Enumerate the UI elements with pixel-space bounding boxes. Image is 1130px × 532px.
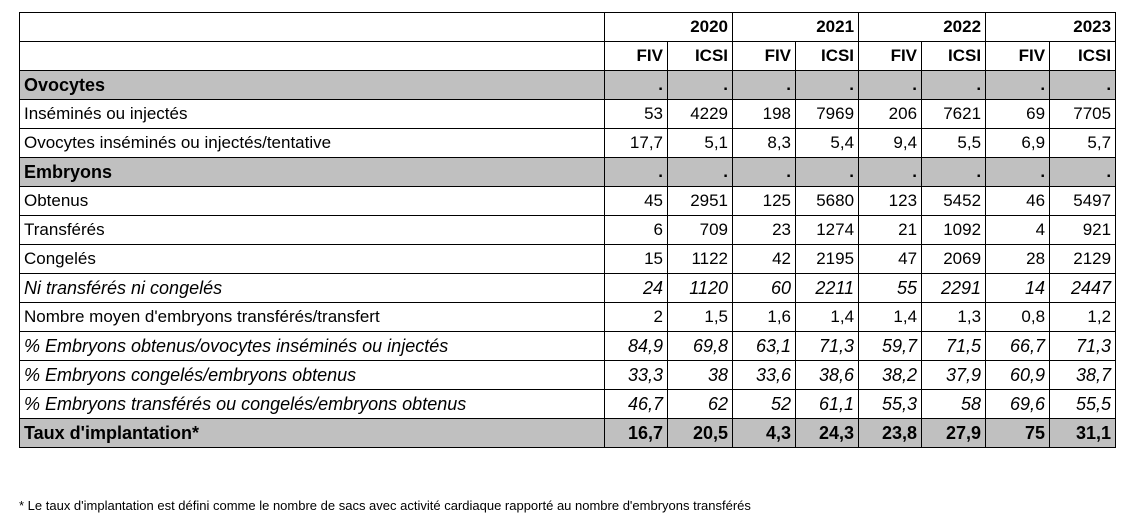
table-cell: 21 — [859, 216, 922, 245]
table-cell: 2 — [605, 303, 668, 332]
method-header: ICSI — [668, 42, 733, 71]
method-header: ICSI — [922, 42, 986, 71]
table-cell: 24,3 — [796, 419, 859, 448]
table-cell: . — [668, 71, 733, 100]
total-row — [20, 419, 1116, 448]
year-header: 2020 — [605, 13, 733, 42]
table-cell: 14 — [986, 274, 1050, 303]
table-cell: 2129 — [1050, 245, 1116, 274]
table-cell: 63,1 — [733, 332, 796, 361]
table-cell: . — [1050, 71, 1116, 100]
table-cell: 59,7 — [859, 332, 922, 361]
table-cell: 709 — [668, 216, 733, 245]
table-cell: 28 — [986, 245, 1050, 274]
table-cell: 47 — [859, 245, 922, 274]
table-cell: 24 — [605, 274, 668, 303]
table-row — [20, 390, 1116, 419]
table-cell: 5,1 — [668, 129, 733, 158]
table-cell: 33,6 — [733, 361, 796, 390]
table-cell: 1,4 — [859, 303, 922, 332]
table-cell: 60 — [733, 274, 796, 303]
table-cell: . — [796, 158, 859, 187]
table-cell: 45 — [605, 187, 668, 216]
table-cell: 71,3 — [1050, 332, 1116, 361]
table-cell: 62 — [668, 390, 733, 419]
table-cell: 42 — [733, 245, 796, 274]
method-header: FIV — [859, 42, 922, 71]
table-cell: 71,3 — [796, 332, 859, 361]
row-label: % Embryons congelés/embryons obtenus — [20, 361, 605, 390]
table-cell: 1122 — [668, 245, 733, 274]
table-cell: 61,1 — [796, 390, 859, 419]
table-cell: 1120 — [668, 274, 733, 303]
method-header: FIV — [986, 42, 1050, 71]
table-cell: 125 — [733, 187, 796, 216]
table-cell: 55,3 — [859, 390, 922, 419]
row-label: Ovocytes — [20, 71, 605, 100]
table-cell: 53 — [605, 100, 668, 129]
table-cell: 2211 — [796, 274, 859, 303]
table-cell: 84,9 — [605, 332, 668, 361]
table-row — [20, 245, 1116, 274]
table-row — [20, 303, 1116, 332]
table-row — [20, 361, 1116, 390]
row-label: Ni transférés ni congelés — [20, 274, 605, 303]
table-cell: 5,7 — [1050, 129, 1116, 158]
table-cell: 1,2 — [1050, 303, 1116, 332]
table-cell: 17,7 — [605, 129, 668, 158]
footnote: * Le taux d'implantation est défini comme le nombre de sacs avec activité cardiaque rapporté au nombre d'embryons transférés — [19, 498, 751, 513]
year-header: 2021 — [733, 13, 859, 42]
table-cell: . — [922, 71, 986, 100]
table-cell: 1,5 — [668, 303, 733, 332]
table-cell: 4,3 — [733, 419, 796, 448]
table-row — [20, 129, 1116, 158]
method-header-row — [20, 42, 1116, 71]
table-cell: . — [668, 158, 733, 187]
table-cell: 1092 — [922, 216, 986, 245]
table-cell: . — [859, 158, 922, 187]
table-cell: 6 — [605, 216, 668, 245]
table-cell: 58 — [922, 390, 986, 419]
table-row — [20, 274, 1116, 303]
table-cell: 5452 — [922, 187, 986, 216]
table-cell: . — [605, 158, 668, 187]
row-label: % Embryons obtenus/ovocytes inséminés ou injectés — [20, 332, 605, 361]
table-cell: 31,1 — [1050, 419, 1116, 448]
table-cell: 55,5 — [1050, 390, 1116, 419]
table-cell: 69,8 — [668, 332, 733, 361]
table-cell: 7621 — [922, 100, 986, 129]
table-cell: 5497 — [1050, 187, 1116, 216]
table-cell: 4 — [986, 216, 1050, 245]
table-cell: 37,9 — [922, 361, 986, 390]
table-cell: . — [796, 71, 859, 100]
table-cell: 55 — [859, 274, 922, 303]
table-cell: 23 — [733, 216, 796, 245]
table-cell: 38,2 — [859, 361, 922, 390]
table-cell: 198 — [733, 100, 796, 129]
year-header: 2023 — [986, 13, 1116, 42]
table-cell: . — [1050, 158, 1116, 187]
table-cell: 46,7 — [605, 390, 668, 419]
table-cell: 15 — [605, 245, 668, 274]
table-cell: . — [859, 71, 922, 100]
table-cell: 1,6 — [733, 303, 796, 332]
table-cell: 5680 — [796, 187, 859, 216]
table-cell: 69,6 — [986, 390, 1050, 419]
table-cell: 1274 — [796, 216, 859, 245]
method-header: ICSI — [796, 42, 859, 71]
year-header-row — [20, 13, 1116, 42]
table-cell: 38,6 — [796, 361, 859, 390]
year-header: 2022 — [859, 13, 986, 42]
table-cell: . — [986, 71, 1050, 100]
table-cell: 2951 — [668, 187, 733, 216]
row-label: Obtenus — [20, 187, 605, 216]
table-cell: 5,5 — [922, 129, 986, 158]
table-cell: 6,9 — [986, 129, 1050, 158]
table-cell: 123 — [859, 187, 922, 216]
table-cell: 66,7 — [986, 332, 1050, 361]
row-label: Inséminés ou injectés — [20, 100, 605, 129]
table-cell: 33,3 — [605, 361, 668, 390]
table-cell: 38 — [668, 361, 733, 390]
table-cell: 2291 — [922, 274, 986, 303]
table-cell: 38,7 — [1050, 361, 1116, 390]
row-label: Taux d'implantation* — [20, 419, 605, 448]
table-cell: 60,9 — [986, 361, 1050, 390]
table-cell: 69 — [986, 100, 1050, 129]
table-row — [20, 216, 1116, 245]
method-header: ICSI — [1050, 42, 1116, 71]
table-cell: 23,8 — [859, 419, 922, 448]
section-row — [20, 71, 1116, 100]
table-row — [20, 187, 1116, 216]
ivf-statistics-table — [19, 12, 1116, 448]
method-header: FIV — [733, 42, 796, 71]
table-cell: 46 — [986, 187, 1050, 216]
table-cell: 206 — [859, 100, 922, 129]
table-cell: 71,5 — [922, 332, 986, 361]
table-cell: 2447 — [1050, 274, 1116, 303]
section-row — [20, 158, 1116, 187]
row-label: Congelés — [20, 245, 605, 274]
table-cell: . — [733, 158, 796, 187]
table-cell: . — [986, 158, 1050, 187]
table-cell: 16,7 — [605, 419, 668, 448]
table-cell: 1,3 — [922, 303, 986, 332]
table-cell: 7969 — [796, 100, 859, 129]
table-cell: 9,4 — [859, 129, 922, 158]
table-cell: 8,3 — [733, 129, 796, 158]
table-cell: 5,4 — [796, 129, 859, 158]
corner-cell — [20, 42, 605, 71]
corner-cell — [20, 13, 605, 42]
table-cell: 4229 — [668, 100, 733, 129]
table-row — [20, 332, 1116, 361]
table-cell: . — [605, 71, 668, 100]
row-label: Embryons — [20, 158, 605, 187]
table-cell: 2195 — [796, 245, 859, 274]
row-label: Ovocytes inséminés ou injectés/tentative — [20, 129, 605, 158]
table-cell: . — [922, 158, 986, 187]
table-cell: 0,8 — [986, 303, 1050, 332]
row-label: Nombre moyen d'embryons transférés/transfert — [20, 303, 605, 332]
table-cell: 27,9 — [922, 419, 986, 448]
table-cell: 7705 — [1050, 100, 1116, 129]
method-header: FIV — [605, 42, 668, 71]
table-cell: 921 — [1050, 216, 1116, 245]
row-label: % Embryons transférés ou congelés/embryons obtenus — [20, 390, 605, 419]
table-cell: 1,4 — [796, 303, 859, 332]
table-cell: 2069 — [922, 245, 986, 274]
table-row — [20, 100, 1116, 129]
row-label: Transférés — [20, 216, 605, 245]
table-cell: 52 — [733, 390, 796, 419]
table-cell: 75 — [986, 419, 1050, 448]
table-cell: . — [733, 71, 796, 100]
table-cell: 20,5 — [668, 419, 733, 448]
